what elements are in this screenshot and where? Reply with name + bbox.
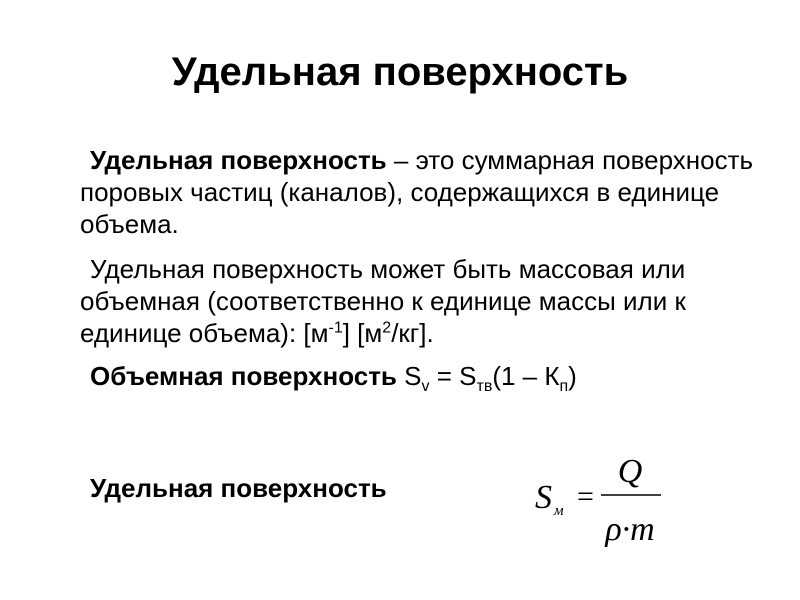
equals-sign: =	[429, 361, 460, 391]
formula-lhs-s: S	[535, 479, 552, 516]
volumetric-term: Объемная поверхность	[90, 361, 397, 391]
specific-surface-formula	[533, 445, 673, 555]
formula-equals: =	[577, 480, 594, 513]
volumetric-surface-paragraph	[80, 360, 770, 396]
formula-label: Удельная поверхность	[90, 473, 387, 503]
porosity-factor-open: (1 – К	[492, 361, 560, 391]
porosity-subscript: п	[559, 378, 569, 396]
types-text-start: Удельная поверхность может быть массовая или объемная (соответственно к единице массы или к единице объема): [м	[80, 254, 686, 348]
definition-text: – это суммарная поверхность поровых частиц (каналов), содержащихся в единице объема.	[80, 145, 754, 239]
definition-term: Удельная поверхность	[90, 145, 387, 175]
definition-paragraph	[80, 144, 770, 240]
slide-title: Удельная поверхность	[171, 50, 629, 94]
formula-numerator: Q	[617, 453, 643, 490]
sv-subscript: v	[421, 378, 430, 396]
sv-symbol: S	[404, 361, 422, 391]
formula-lhs-subscript: м	[554, 503, 564, 519]
types-text-mid: ] [м	[342, 318, 383, 348]
unit-exponent-two: 2	[382, 319, 392, 337]
types-paragraph	[80, 253, 770, 349]
porosity-factor-close: )	[568, 361, 577, 391]
types-text-end: /кг].	[391, 318, 434, 348]
stv-subscript: тв	[476, 378, 493, 396]
formula-denominator: ρ·m	[605, 511, 655, 548]
unit-exponent-minus-one: -1	[328, 319, 343, 337]
stv-symbol: S	[459, 361, 477, 391]
